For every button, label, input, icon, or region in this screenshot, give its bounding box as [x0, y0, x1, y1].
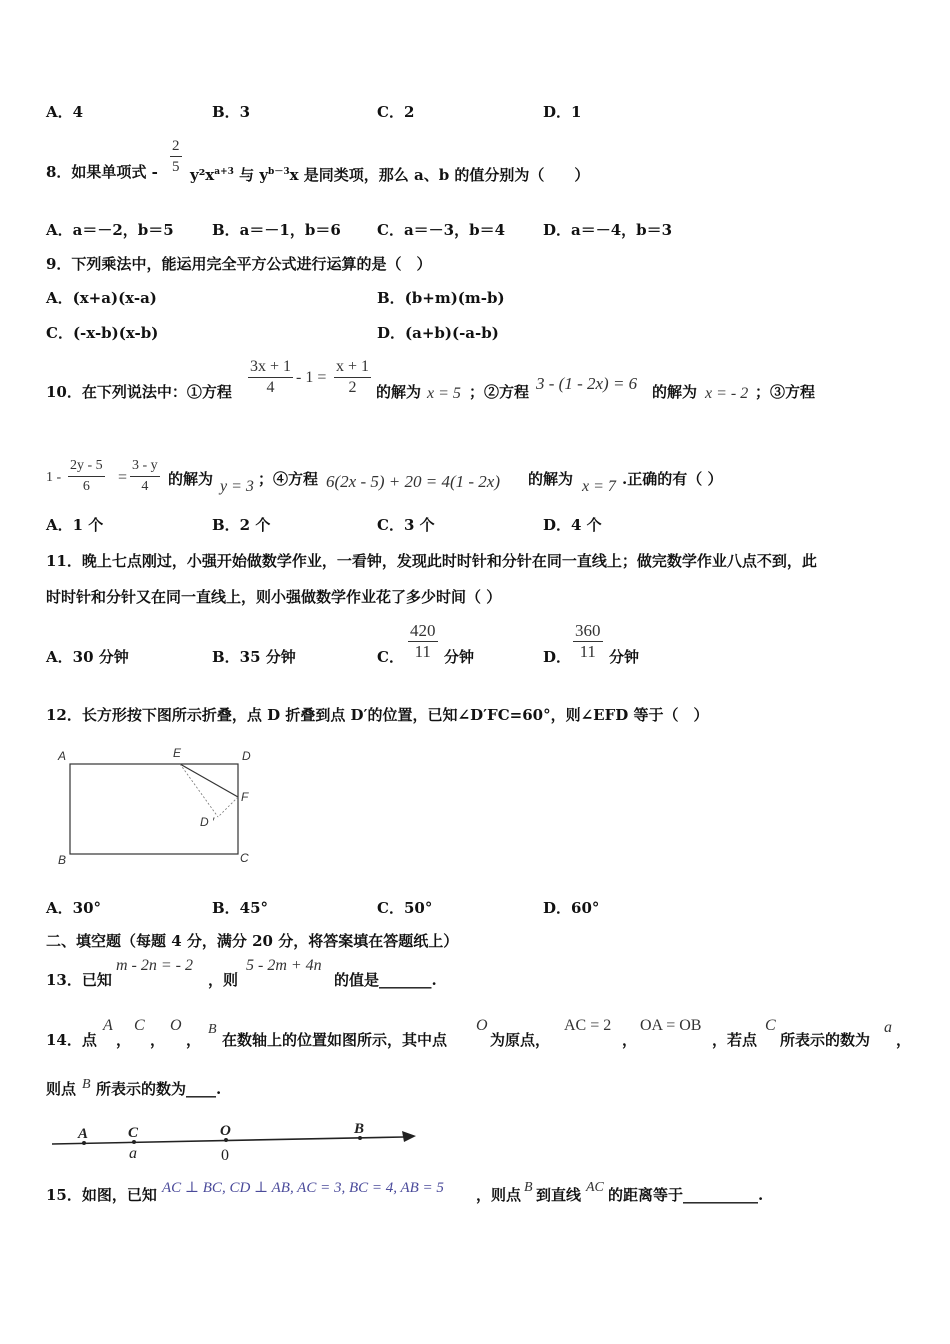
- q8-option-a: A．a＝－2，b＝5: [46, 221, 174, 239]
- rectangle-abcd: [70, 764, 238, 854]
- q8-option-b: B．a＝－1，b＝6: [212, 221, 341, 239]
- label-e: E: [173, 746, 182, 760]
- q10-s8: .正确的有（ ）: [622, 470, 723, 488]
- q14-point-a: A: [103, 1017, 113, 1034]
- q12-stem: 12．长方形按下图所示折叠，点 D 折叠到点 D′的位置，已知∠D′FC=60°，则∠EFD 等于（ ）: [46, 706, 709, 724]
- q14-t1: 在数轴上的位置如图所示，其中点: [222, 1031, 448, 1049]
- q8-option-d: D．a＝－4，b＝3: [543, 221, 673, 239]
- q10-f4-den: 4: [141, 479, 149, 494]
- q11-line1: 11．晚上七点刚过，小强开始做数学作业，一看钟，发现此时时针和分针在同一直线上；做完数学作业八点不到，此: [46, 552, 817, 570]
- q10-f3-num: 2y - 5: [68, 456, 105, 477]
- q15-tail: 的距离等于__________.: [608, 1186, 764, 1204]
- q10-sol3: y = 3: [220, 478, 254, 495]
- label-b: B: [58, 853, 67, 867]
- q10-s5: 的解为: [168, 470, 214, 488]
- q11-d-num: 360: [575, 621, 601, 640]
- axis-value-zero: 0: [221, 1147, 229, 1164]
- axis-label-o: O: [220, 1123, 231, 1139]
- axis-label-c: C: [128, 1125, 139, 1141]
- q14-line2-tail: 所表示的数为____.: [96, 1080, 222, 1098]
- q11-option-d-fraction: [573, 621, 603, 662]
- q12-option-c: C．50°: [377, 899, 433, 917]
- q7-option-d: D．1: [543, 103, 582, 121]
- q15-condition: AC ⊥ BC, CD ⊥ AB, AC = 3, BC = 4, AB = 5: [162, 1180, 444, 1196]
- q14-sep-1: ，: [116, 1031, 132, 1049]
- q10-f3-mid: =: [118, 469, 128, 486]
- q11-d-den: 11: [579, 642, 596, 661]
- q10-sol2: x = - 2: [705, 385, 749, 402]
- q14-t3: ，若点: [712, 1031, 758, 1049]
- q14-point-c: C: [134, 1017, 145, 1034]
- axis-label-a: A: [78, 1126, 89, 1142]
- q14-line2-prefix: 则点: [46, 1080, 77, 1098]
- q14-point-c-2: C: [765, 1017, 776, 1034]
- q8-expr1-sup: a+3: [214, 167, 234, 177]
- q14-sep-5: ，: [896, 1031, 912, 1049]
- q10-option-d: D．4 个: [543, 516, 602, 534]
- q10-f3-den: 6: [82, 479, 90, 494]
- q14-sep-4: ，: [622, 1031, 638, 1049]
- q10-s2: ；②方程: [469, 383, 530, 401]
- q8-frac-num: 2: [170, 136, 182, 157]
- q11-option-c-fraction: [408, 621, 438, 662]
- q8-prefix: 8．如果单项式 -: [46, 163, 158, 181]
- q10-fraction-3: [68, 456, 105, 497]
- q11-option-d-label: D．: [543, 648, 572, 666]
- q12-option-b: B．45°: [212, 899, 269, 917]
- q10-eq2: 3 - (1 - 2x) = 6: [536, 374, 638, 393]
- q14-cond2: OA = OB: [640, 1017, 702, 1034]
- q8-expr2-sup: b－3: [268, 167, 290, 177]
- q10-sol1: x = 5: [427, 385, 461, 402]
- q11-line2: 时时针和分针又在同一直线上，则小强做数学作业花了多少时间（ ）: [46, 588, 502, 606]
- q10-option-c: C．3 个: [377, 516, 435, 534]
- q12-option-d: D．60°: [543, 899, 600, 917]
- q11-option-a: A．30 分钟: [46, 648, 129, 666]
- q10-f1-mid: - 1 =: [296, 369, 327, 386]
- q10-s4: ；③方程: [755, 383, 816, 401]
- q14-sep-2: ，: [150, 1031, 166, 1049]
- q9-option-c: C．(-x-b)(x-b): [46, 324, 159, 342]
- q13-expression: 5 - 2m + 4n: [246, 957, 322, 974]
- axis-label-b: B: [354, 1121, 365, 1137]
- q14-sep-3: ，: [186, 1031, 202, 1049]
- label-d: D: [242, 749, 251, 763]
- label-f: F: [241, 790, 249, 804]
- segment-ed-prime: [180, 764, 218, 817]
- q9-option-d: D．(a+b)(-a-b): [377, 324, 499, 342]
- q10-f4-num: 3 - y: [130, 456, 160, 477]
- q10-s7: 的解为: [528, 470, 574, 488]
- q8-frac-den: 5: [172, 159, 180, 175]
- q10-f2-num: x + 1: [334, 357, 371, 378]
- q14-line2-point-b: B: [82, 1077, 91, 1092]
- q7-option-a: A．4: [46, 103, 84, 121]
- q14-number-line: [48, 1118, 428, 1166]
- section-2-heading: 二、填空题（每题 4 分，满分 20 分，将答案填在答题纸上）: [46, 932, 459, 950]
- label-a: A: [58, 749, 67, 763]
- q8-fraction: [170, 136, 182, 177]
- q8-expression: [190, 162, 589, 185]
- q10-f1-num: 3x + 1: [248, 357, 293, 378]
- q13-prefix: 13．已知: [46, 971, 112, 989]
- q10-eq3-lead: 1 -: [46, 470, 62, 485]
- q11-c-den: 11: [414, 642, 431, 661]
- q11-option-c-label: C．: [377, 648, 404, 666]
- segment-fd-prime: [218, 797, 238, 817]
- label-c: C: [240, 851, 249, 865]
- q14-value-a: a: [884, 1019, 892, 1036]
- axis-value-a: a: [129, 1145, 137, 1162]
- q10-eq4: 6(2x - 5) + 20 = 4(1 - 2x): [326, 472, 501, 491]
- q8-expr1: y²x: [190, 166, 215, 184]
- q10-s1: 的解为: [376, 383, 422, 401]
- q15-prefix: 15．如图，已知: [46, 1186, 157, 1204]
- q11-option-c-unit: 分钟: [444, 648, 475, 666]
- q11-c-num: 420: [410, 621, 436, 640]
- q15-line-ac: AC: [586, 1180, 604, 1195]
- q8-tail: x 是同类项，那么 a、b 的值分别为（ ）: [289, 166, 590, 184]
- q14-cond1: AC = 2: [564, 1017, 612, 1034]
- q14-prefix: 14．点: [46, 1031, 97, 1049]
- q7-option-b: B．3: [212, 103, 251, 121]
- q14-t2: 为原点，: [490, 1031, 551, 1049]
- q14-t4: 所表示的数为: [780, 1031, 871, 1049]
- q13-mid: ，则: [208, 971, 239, 989]
- q15-point-b: B: [524, 1180, 533, 1195]
- q9-option-b: B．(b+m)(m-b): [377, 289, 505, 307]
- q14-point-o: O: [170, 1017, 182, 1034]
- q10-f2-den: 2: [348, 379, 357, 396]
- q11-option-b: B．35 分钟: [212, 648, 296, 666]
- q13-condition: m - 2n = - 2: [116, 957, 194, 974]
- q8-option-c: C．a＝－3，b＝4: [377, 221, 506, 239]
- q12-option-a: A．30°: [46, 899, 102, 917]
- q13-tail: 的值是_______.: [334, 971, 437, 989]
- q7-option-c: C．2: [377, 103, 415, 121]
- q8-mid: 与 y: [233, 166, 269, 184]
- q10-option-b: B．2 个: [212, 516, 271, 534]
- q11-option-d-unit: 分钟: [609, 648, 640, 666]
- q9-stem: 9．下列乘法中，能运用完全平方公式进行运算的是（ ）: [46, 255, 432, 273]
- number-line-arrow-icon: [402, 1131, 416, 1142]
- q10-s3: 的解为: [652, 383, 698, 401]
- q10-prefix: 10．在下列说法中：①方程: [46, 383, 232, 401]
- q14-point-b: B: [208, 1022, 217, 1037]
- q10-sol4: x = 7: [582, 478, 616, 495]
- q12-rectangle-figure: [50, 742, 280, 872]
- q15-t2: 到直线: [536, 1186, 582, 1204]
- label-d-prime: D ′: [200, 815, 215, 829]
- q10-fraction-2: [334, 357, 371, 398]
- q9-option-a: A．(x+a)(x-a): [46, 289, 157, 307]
- q10-s6: ；④方程: [258, 470, 319, 488]
- q10-fraction-1: [248, 357, 293, 398]
- q15-t1: ，则点: [476, 1186, 522, 1204]
- fold-line-ef: [180, 764, 238, 797]
- q10-fraction-4: [130, 456, 160, 497]
- q14-origin-o: O: [476, 1017, 488, 1034]
- q10-f1-den: 4: [266, 379, 275, 396]
- q10-option-a: A．1 个: [46, 516, 104, 534]
